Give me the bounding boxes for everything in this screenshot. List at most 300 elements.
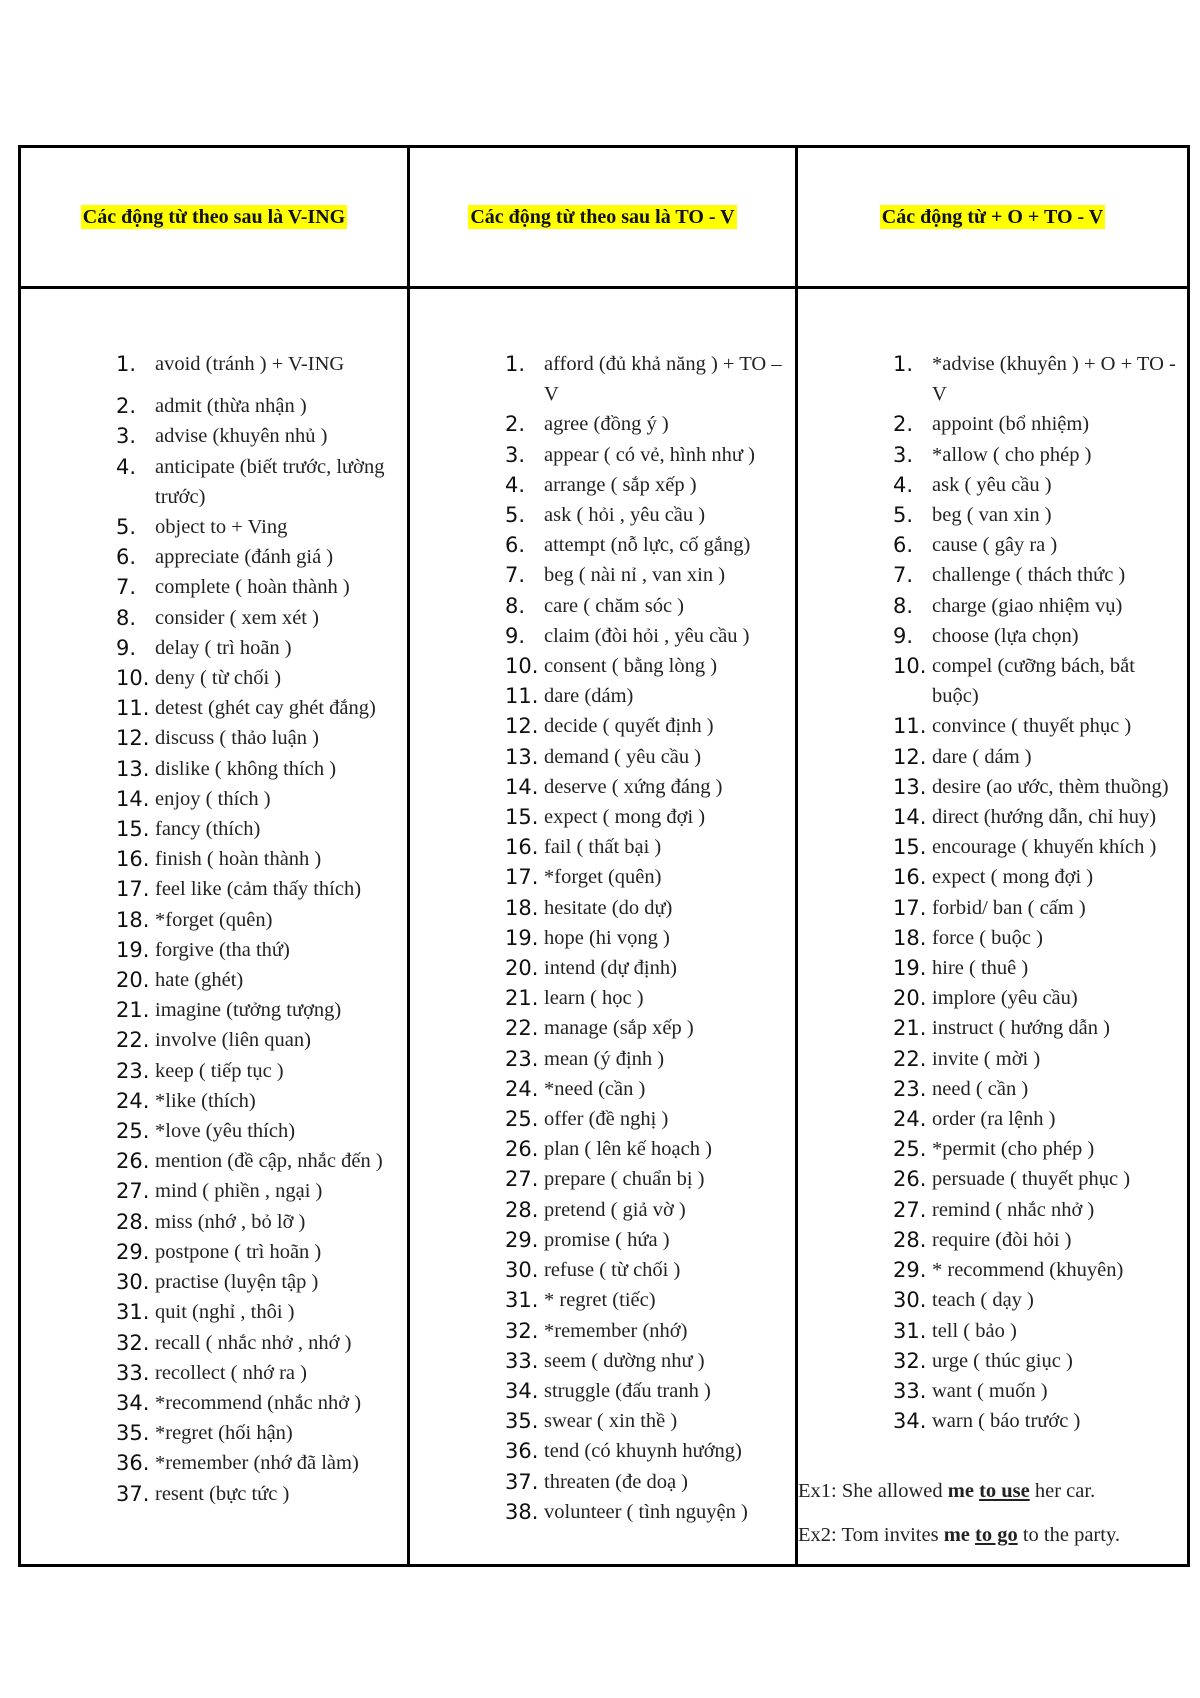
item-text: invite ( mời )	[932, 1047, 1041, 1070]
list-item	[798, 1013, 1187, 1043]
item-text: afford (đủ khả năng ) + TO – V	[544, 353, 782, 406]
header-to-v: Các động từ theo sau là TO - V	[409, 147, 797, 288]
item-text: *forget (quên)	[544, 866, 662, 889]
item-number: 18.	[505, 895, 539, 920]
list-item	[410, 681, 795, 711]
item-number: 22.	[505, 1016, 539, 1041]
item-text: attempt (nỗ lực, cố gắng)	[544, 534, 751, 557]
item-text: demand ( yêu cầu )	[544, 745, 702, 768]
list-item	[21, 784, 407, 814]
list-item	[798, 621, 1187, 651]
list-item	[798, 862, 1187, 892]
list-item	[798, 1074, 1187, 1104]
item-text: convince ( thuyết phục )	[932, 715, 1132, 738]
item-number: 31.	[505, 1288, 539, 1313]
list-item	[21, 1146, 407, 1176]
list-item	[798, 953, 1187, 983]
item-number: 25.	[505, 1107, 539, 1132]
list-item	[410, 1467, 795, 1497]
item-text: hope (hi vọng )	[544, 926, 670, 949]
item-text: offer (đề nghị )	[544, 1108, 669, 1131]
list-item	[798, 923, 1187, 953]
list-item	[410, 1255, 795, 1285]
item-text: miss (nhớ , bỏ lỡ )	[155, 1210, 306, 1233]
item-text: swear ( xin thề )	[544, 1410, 678, 1433]
item-number: 11.	[116, 696, 150, 721]
item-number: 30.	[116, 1270, 150, 1295]
item-number: 6.	[116, 545, 137, 570]
item-text: prepare ( chuẩn bị )	[544, 1168, 705, 1191]
item-text: compel (cưỡng bách, bắt buộc)	[932, 655, 1135, 708]
list-item	[21, 349, 407, 379]
list-item	[410, 1497, 795, 1527]
item-text: discuss ( thảo luận )	[155, 727, 319, 750]
item-text: agree (đồng ý )	[544, 413, 669, 436]
item-text: promise ( hứa )	[544, 1228, 670, 1251]
item-number: 12.	[505, 714, 539, 739]
item-number: 17.	[893, 895, 927, 920]
item-text: threaten (đe doạ )	[544, 1470, 688, 1493]
item-text: feel like (cảm thấy thích)	[155, 878, 362, 901]
item-text: dare ( dám )	[932, 745, 1032, 768]
item-text: remind ( nhắc nhở )	[932, 1198, 1095, 1221]
item-number: 24.	[505, 1076, 539, 1101]
list-item	[21, 1267, 407, 1297]
item-number: 14.	[505, 774, 539, 799]
item-number: 32.	[505, 1318, 539, 1343]
item-number: 4.	[116, 454, 137, 479]
item-number: 1.	[893, 352, 914, 376]
ving-list	[21, 349, 407, 1509]
item-number: 21.	[893, 1016, 927, 1041]
list-item	[410, 1346, 795, 1376]
item-number: 21.	[505, 986, 539, 1011]
item-text: tell ( bảo )	[932, 1319, 1017, 1342]
item-text: imagine (tưởng tượng)	[155, 999, 342, 1022]
list-item	[798, 349, 1187, 409]
item-text: decide ( quyết định )	[544, 715, 714, 738]
item-text: desire (ao ước, thèm thuồng)	[932, 775, 1169, 798]
item-number: 16.	[116, 847, 150, 872]
list-item	[410, 742, 795, 772]
to-v-list	[410, 349, 795, 1527]
item-number: 35.	[505, 1409, 539, 1434]
list-item	[410, 1074, 795, 1104]
list-item	[410, 1316, 795, 1346]
list-item	[21, 633, 407, 663]
item-text: challenge ( thách thức )	[932, 564, 1126, 587]
list-item	[410, 1285, 795, 1315]
item-text: manage (sắp xếp )	[544, 1017, 694, 1040]
item-number: 34.	[505, 1378, 539, 1403]
list-item	[410, 470, 795, 500]
item-number: 30.	[893, 1288, 927, 1313]
item-number: 22.	[893, 1046, 927, 1071]
item-text: keep ( tiếp tục )	[155, 1059, 284, 1082]
item-number: 23.	[893, 1076, 927, 1101]
item-number: 29.	[505, 1227, 539, 1252]
list-item	[798, 591, 1187, 621]
item-number: 8.	[505, 593, 526, 618]
item-number: 18.	[893, 925, 927, 950]
list-item	[21, 844, 407, 874]
item-number: 25.	[893, 1137, 927, 1162]
item-number: 35.	[116, 1421, 150, 1446]
item-text: require (đòi hỏi )	[932, 1228, 1072, 1251]
item-number: 28.	[893, 1227, 927, 1252]
list-item	[21, 1328, 407, 1358]
item-number: 10.	[116, 666, 150, 691]
list-item	[410, 832, 795, 862]
o-to-v-column	[797, 288, 1189, 1566]
item-number: 3.	[505, 442, 526, 467]
item-text: teach ( dạy )	[932, 1289, 1034, 1312]
list-item	[410, 862, 795, 892]
item-number: 6.	[893, 533, 914, 558]
list-item	[21, 1358, 407, 1388]
item-text: need ( cần )	[932, 1077, 1029, 1100]
list-item	[798, 1255, 1187, 1285]
item-text: object to + Ving	[155, 516, 288, 539]
item-number: 18.	[116, 907, 150, 932]
item-number: 4.	[505, 472, 526, 497]
list-item	[410, 1013, 795, 1043]
item-text: mention (đề cập, nhắc đến )	[155, 1150, 383, 1173]
item-number: 33.	[893, 1378, 927, 1403]
item-text: implore (yêu cầu)	[932, 987, 1078, 1010]
item-text: appear ( có vẻ, hình như )	[544, 443, 755, 466]
list-item	[21, 1237, 407, 1267]
list-item	[21, 391, 407, 421]
verb-pattern-table	[18, 145, 1190, 1567]
item-text: order (ra lệnh )	[932, 1108, 1056, 1131]
list-item	[798, 651, 1187, 711]
item-text: tend (có khuynh hướng)	[544, 1440, 742, 1463]
list-item	[21, 723, 407, 753]
item-text: postpone ( trì hoãn )	[155, 1240, 322, 1263]
item-text: plan ( lên kế hoạch )	[544, 1138, 712, 1161]
item-number: 37.	[505, 1469, 539, 1494]
list-item	[798, 500, 1187, 530]
item-number: 13.	[505, 744, 539, 769]
item-number: 1.	[116, 352, 137, 376]
ving-column	[20, 288, 409, 1566]
item-text: claim (đòi hỏi , yêu cầu )	[544, 624, 750, 647]
item-text: instruct ( hướng dẫn )	[932, 1017, 1110, 1040]
item-text: * recommend (khuyên)	[932, 1259, 1124, 1282]
item-number: 30.	[505, 1258, 539, 1283]
o-to-v-list	[798, 349, 1187, 1436]
item-text: enjoy ( thích )	[155, 787, 271, 810]
list-item	[798, 802, 1187, 832]
item-number: 20.	[505, 956, 539, 981]
item-number: 26.	[116, 1149, 150, 1174]
list-item	[798, 1376, 1187, 1406]
item-number: 26.	[893, 1167, 927, 1192]
item-text: *like (thích)	[155, 1089, 256, 1112]
item-number: 36.	[505, 1439, 539, 1464]
item-number: 20.	[116, 968, 150, 993]
examples	[798, 1476, 1187, 1550]
item-number: 27.	[893, 1197, 927, 1222]
item-text: *regret (hối hận)	[155, 1422, 293, 1445]
item-number: 7.	[116, 575, 137, 600]
item-number: 7.	[893, 563, 914, 588]
item-text: warn ( báo trước )	[932, 1410, 1081, 1433]
list-item	[798, 409, 1187, 439]
item-number: 5.	[116, 515, 137, 540]
list-item	[798, 1406, 1187, 1436]
list-item	[21, 421, 407, 451]
item-text: resent (bực tức )	[155, 1482, 290, 1505]
list-item	[21, 874, 407, 904]
item-text: delay ( trì hoãn )	[155, 636, 292, 659]
item-number: 8.	[893, 593, 914, 618]
item-text: arrange ( sắp xếp )	[544, 473, 697, 496]
item-text: expect ( mong đợi )	[544, 806, 706, 829]
item-number: 16.	[505, 835, 539, 860]
item-number: 23.	[505, 1046, 539, 1071]
item-text: *remember (nhớ)	[544, 1319, 688, 1342]
to-v-column	[409, 288, 797, 1566]
list-item	[21, 965, 407, 995]
item-number: 4.	[893, 472, 914, 497]
item-text: mean (ý định )	[544, 1047, 665, 1070]
list-item	[21, 452, 407, 512]
list-item	[410, 621, 795, 651]
item-number: 12.	[116, 726, 150, 751]
list-item	[410, 349, 795, 409]
list-item	[21, 935, 407, 965]
list-item	[21, 814, 407, 844]
item-number: 8.	[116, 605, 137, 630]
list-item	[798, 832, 1187, 862]
list-item	[21, 1086, 407, 1116]
item-text: refuse ( từ chối )	[544, 1259, 681, 1282]
item-text: expect ( mong đợi )	[932, 866, 1094, 889]
item-number: 34.	[116, 1390, 150, 1415]
body-row	[20, 288, 1189, 1566]
example-1: Ex1: She allowed me to use her car.	[798, 1480, 1096, 1503]
list-item	[798, 1316, 1187, 1346]
item-text: urge ( thúc giục )	[932, 1349, 1073, 1372]
item-text: struggle (đấu tranh )	[544, 1379, 711, 1402]
item-text: avoid (tránh ) + V-ING	[155, 353, 345, 375]
item-number: 36.	[116, 1451, 150, 1476]
list-item	[410, 1104, 795, 1134]
item-text: *need (cần )	[544, 1077, 646, 1100]
item-text: forgive (tha thứ)	[155, 938, 290, 961]
list-item	[410, 1225, 795, 1255]
list-item	[798, 893, 1187, 923]
list-item	[410, 1164, 795, 1194]
item-text: forbid/ ban ( cấm )	[932, 896, 1086, 919]
item-text: finish ( hoàn thành )	[155, 848, 322, 871]
item-text: *forget (quên)	[155, 908, 273, 931]
list-item	[410, 802, 795, 832]
list-item	[410, 1436, 795, 1466]
header-row	[20, 147, 1189, 288]
list-item	[410, 651, 795, 681]
list-item	[410, 1044, 795, 1074]
list-item	[21, 1207, 407, 1237]
list-item	[410, 983, 795, 1013]
item-text: hate (ghét)	[155, 969, 244, 992]
list-item	[21, 1297, 407, 1327]
list-item	[410, 1376, 795, 1406]
item-text: encourage ( khuyến khích )	[932, 836, 1157, 859]
list-item	[798, 1195, 1187, 1225]
list-item	[410, 772, 795, 802]
list-item	[410, 409, 795, 439]
item-number: 22.	[116, 1028, 150, 1053]
list-item	[21, 1176, 407, 1206]
item-number: 27.	[116, 1179, 150, 1204]
item-number: 14.	[116, 786, 150, 811]
item-text: beg ( van xin )	[932, 504, 1052, 527]
list-item	[798, 711, 1187, 741]
list-item	[21, 1418, 407, 1448]
item-text: force ( buộc )	[932, 926, 1043, 949]
list-item	[410, 560, 795, 590]
item-number: 7.	[505, 563, 526, 588]
item-text: hire ( thuê )	[932, 957, 1029, 980]
item-text: practise (luyện tập )	[155, 1271, 319, 1294]
list-item	[798, 440, 1187, 470]
item-number: 16.	[893, 865, 927, 890]
list-item	[410, 500, 795, 530]
item-text: advise (khuyên nhủ )	[155, 425, 328, 448]
item-text: pretend ( giả vờ )	[544, 1198, 686, 1221]
item-text: seem ( dường như )	[544, 1349, 705, 1372]
item-number: 29.	[116, 1239, 150, 1264]
item-number: 14.	[893, 805, 927, 830]
item-number: 17.	[505, 865, 539, 890]
item-number: 15.	[893, 835, 927, 860]
item-text: admit (thừa nhận )	[155, 395, 307, 418]
list-item	[21, 1056, 407, 1086]
item-number: 10.	[893, 654, 927, 679]
item-text: anticipate (biết trước, lường trước)	[155, 455, 385, 508]
item-number: 33.	[505, 1348, 539, 1373]
item-number: 28.	[116, 1209, 150, 1234]
item-number: 27.	[505, 1167, 539, 1192]
item-text: *allow ( cho phép )	[932, 443, 1092, 466]
item-number: 24.	[116, 1088, 150, 1113]
item-text: complete ( hoàn thành )	[155, 576, 350, 599]
list-item	[798, 1225, 1187, 1255]
item-text: beg ( nài nỉ , van xin )	[544, 564, 726, 587]
list-item	[21, 603, 407, 633]
item-number: 29.	[893, 1258, 927, 1283]
item-number: 24.	[893, 1107, 927, 1132]
list-item	[410, 530, 795, 560]
item-text: volunteer ( tình nguyện )	[544, 1500, 748, 1523]
item-number: 25.	[116, 1119, 150, 1144]
item-text: direct (hướng dẫn, chỉ huy)	[932, 806, 1157, 829]
item-text: charge (giao nhiệm vụ)	[932, 594, 1123, 617]
item-text: dare (dám)	[544, 685, 634, 708]
item-number: 9.	[116, 635, 137, 660]
list-item	[21, 693, 407, 723]
item-number: 32.	[116, 1330, 150, 1355]
item-number: 38.	[505, 1499, 539, 1524]
list-item	[410, 923, 795, 953]
item-number: 19.	[893, 956, 927, 981]
list-item	[798, 1044, 1187, 1074]
item-number: 11.	[893, 714, 927, 739]
list-item	[21, 542, 407, 572]
item-text: *love (yêu thích)	[155, 1120, 296, 1143]
item-number: 19.	[505, 925, 539, 950]
item-text: consider ( xem xét )	[155, 606, 319, 629]
item-number: 11.	[505, 684, 539, 709]
list-item	[410, 1195, 795, 1225]
list-item	[798, 772, 1187, 802]
list-item	[798, 1346, 1187, 1376]
item-number: 28.	[505, 1197, 539, 1222]
item-number: 5.	[893, 503, 914, 528]
list-item	[798, 1164, 1187, 1194]
item-text: ask ( hỏi , yêu cầu )	[544, 504, 706, 527]
item-text: *remember (nhớ đã làm)	[155, 1452, 359, 1475]
item-text: choose (lựa chọn)	[932, 624, 1079, 647]
item-number: 9.	[505, 623, 526, 648]
item-text: appoint (bổ nhiệm)	[932, 413, 1090, 436]
item-number: 31.	[116, 1300, 150, 1325]
list-item	[410, 711, 795, 741]
item-text: ask ( yêu cầu )	[932, 473, 1052, 496]
item-number: 37.	[116, 1481, 150, 1506]
list-item	[798, 530, 1187, 560]
item-number: 17.	[116, 877, 150, 902]
item-number: 9.	[893, 623, 914, 648]
item-number: 20.	[893, 986, 927, 1011]
item-text: intend (dự định)	[544, 957, 677, 980]
item-text: recall ( nhắc nhở , nhớ )	[155, 1331, 352, 1354]
list-item	[21, 1116, 407, 1146]
item-number: 10.	[505, 654, 539, 679]
item-number: 31.	[893, 1318, 927, 1343]
list-item	[21, 1448, 407, 1478]
item-text: hesitate (do dự)	[544, 896, 673, 919]
item-text: recollect ( nhớ ra )	[155, 1361, 307, 1384]
item-text: fail ( thất bại )	[544, 836, 662, 859]
list-item	[410, 1134, 795, 1164]
item-number: 3.	[893, 442, 914, 467]
item-number: 2.	[116, 394, 137, 419]
list-item	[798, 1285, 1187, 1315]
list-item	[21, 1388, 407, 1418]
item-text: *permit (cho phép )	[932, 1138, 1095, 1161]
list-item	[798, 470, 1187, 500]
item-number: 34.	[893, 1409, 927, 1434]
item-text: detest (ghét cay ghét đắng)	[155, 697, 376, 720]
item-text: care ( chăm sóc )	[544, 594, 684, 617]
item-number: 2.	[893, 412, 914, 437]
list-item	[21, 905, 407, 935]
item-number: 6.	[505, 533, 526, 558]
item-text: appreciate (đánh giá )	[155, 546, 334, 569]
list-item	[798, 983, 1187, 1013]
item-text: consent ( bằng lòng )	[544, 655, 718, 678]
list-item	[410, 440, 795, 470]
list-item	[410, 893, 795, 923]
item-number: 5.	[505, 503, 526, 528]
list-item	[21, 663, 407, 693]
item-number: 26.	[505, 1137, 539, 1162]
list-item	[798, 1104, 1187, 1134]
